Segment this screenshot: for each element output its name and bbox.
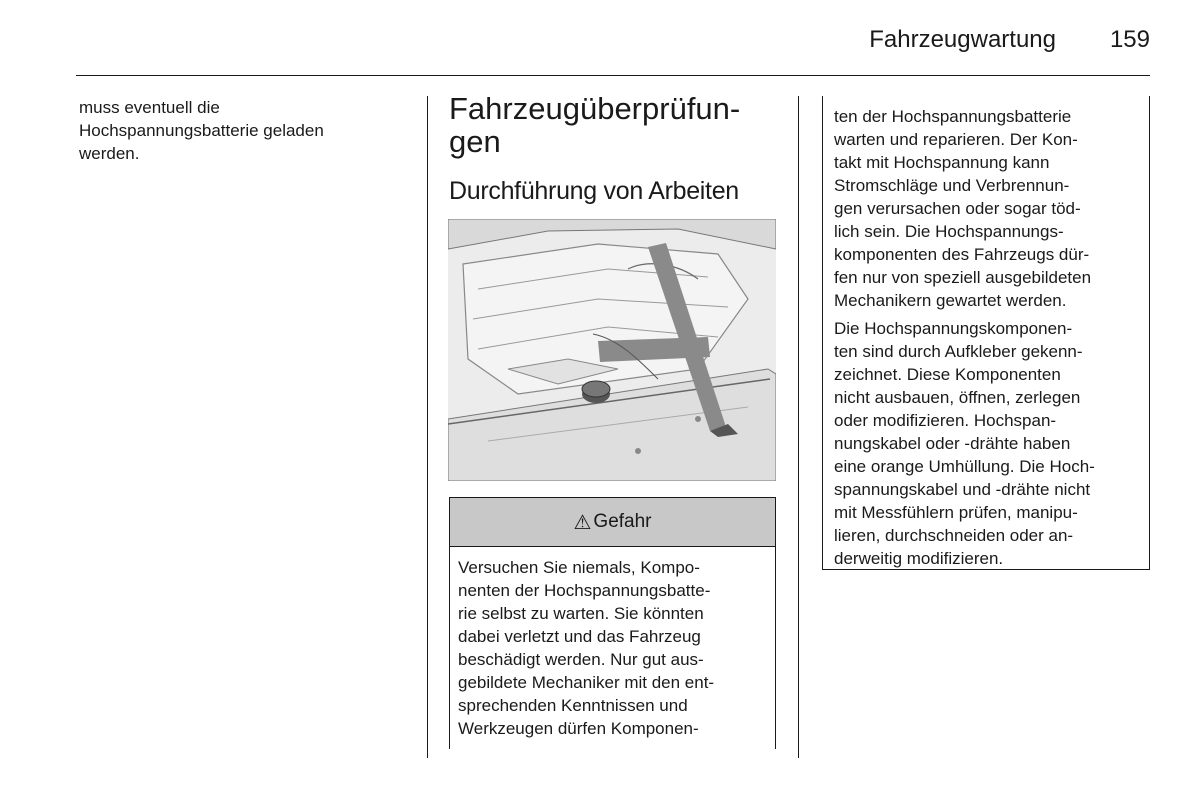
heading-line: gen	[449, 124, 501, 159]
page-number: 159	[1109, 26, 1150, 53]
left-column-text	[79, 96, 399, 165]
text-line: Hochspannungsbatterie geladen	[79, 121, 324, 140]
text-line: mit Messfühlern prüfen, manipu-	[834, 503, 1078, 522]
text-line: zeichnet. Diese Komponenten	[834, 365, 1061, 384]
text-line: ten der Hochspannungsbatterie	[834, 107, 1072, 126]
text-line: komponenten des Fahrzeugs dür-	[834, 245, 1090, 264]
text-line: gebildete Mechaniker mit den ent-	[458, 673, 715, 692]
engine-bay-illustration	[448, 219, 776, 481]
text-line: lieren, durchschneiden oder an-	[834, 526, 1074, 545]
text-line: beschädigt werden. Nur gut aus-	[458, 650, 704, 669]
text-line: rie selbst zu warten. Sie könnten	[458, 604, 704, 623]
text-line: eine orange Umhüllung. Die Hoch-	[834, 457, 1095, 476]
text-line: spannungskabel und -drähte nicht	[834, 480, 1091, 499]
text-line: Mechanikern gewartet werden.	[834, 291, 1067, 310]
text-line: warten und reparieren. Der Kon-	[834, 130, 1078, 149]
text-line: Die Hochspannungskomponen-	[834, 319, 1073, 338]
paragraph	[834, 317, 1139, 570]
text-line: nicht ausbauen, öffnen, zerlegen	[834, 388, 1081, 407]
header-title: Fahrzeugwartung	[869, 26, 1056, 53]
text-line: Versuchen Sie niemals, Kompo-	[458, 558, 700, 577]
section-heading	[449, 92, 789, 158]
text-line: takt mit Hochspannung kann	[834, 153, 1050, 172]
header-rule	[76, 75, 1150, 76]
text-line: derweitig modifizieren.	[834, 549, 1004, 568]
column-divider	[798, 96, 799, 758]
text-line: werden.	[79, 144, 140, 163]
text-line: ten sind durch Aufkleber gekenn-	[834, 342, 1083, 361]
section-subheading: Durchführung von Arbeiten	[449, 177, 739, 205]
text-line: gen verursachen oder sogar töd-	[834, 199, 1081, 218]
text-line: sprechenden Kenntnissen und	[458, 696, 688, 715]
warning-triangle-icon: ⚠	[573, 511, 592, 534]
danger-warning-box	[449, 497, 776, 749]
text-line: nungskabel oder -drähte haben	[834, 434, 1071, 453]
text-line: Stromschläge und Verbrennun-	[834, 176, 1070, 195]
heading-line: Fahrzeugüberprüfun-	[449, 91, 741, 126]
column-divider	[427, 96, 428, 758]
text-line: nenten der Hochspannungsbatte-	[458, 581, 711, 600]
warning-header	[450, 498, 775, 547]
warning-body	[450, 547, 775, 740]
text-line: dabei verletzt und das Fahrzeug	[458, 627, 701, 646]
warning-title: Gefahr	[593, 511, 652, 532]
text-line: lich sein. Die Hochspannungs-	[834, 222, 1064, 241]
text-line: Werkzeugen dürfen Komponen-	[458, 719, 699, 738]
warning-continuation-box	[822, 96, 1150, 570]
paragraph	[834, 105, 1139, 312]
text-line: fen nur von speziell ausgebildeten	[834, 268, 1092, 287]
text-line: muss eventuell die	[79, 98, 220, 117]
text-line: oder modifizieren. Hochspan-	[834, 411, 1057, 430]
